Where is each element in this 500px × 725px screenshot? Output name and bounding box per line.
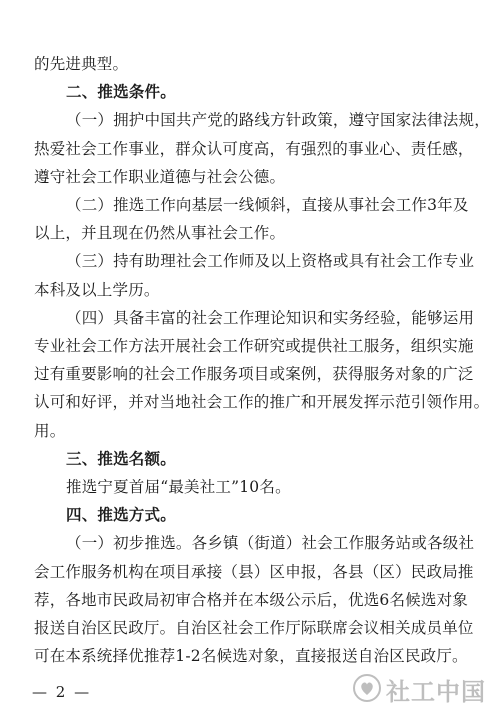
paragraph-line: 荐，各地市民政局初审合格并在本级公示后，优选6名候选对象 bbox=[34, 590, 468, 609]
paragraph-line: 本科及以上学历。 bbox=[34, 280, 160, 299]
paragraph-line: 遵守社会工作职业道德与社会公德。 bbox=[34, 167, 286, 186]
watermark-text: 社工中国 bbox=[386, 678, 486, 706]
paragraph-line: （三）持有助理社会工作师及以上资格或具有社会工作专业 bbox=[66, 252, 475, 271]
page-number: — 2 — bbox=[32, 683, 92, 701]
section-heading: 四、推选方式。 bbox=[66, 506, 176, 525]
paragraph-line: 热爱社会工作事业，群众认可度高，有强烈的事业心、责任感， bbox=[34, 139, 474, 158]
paragraph-line: 认可和好评，并对当地社会工作的推广和开展发挥示范引领作用。 bbox=[34, 393, 490, 412]
heart-hands-logo-icon bbox=[352, 673, 382, 707]
paragraph-line: （一）初步推选。各乡镇（街道）社会工作服务站或各级社 bbox=[66, 534, 475, 553]
paragraph-line: （一）拥护中国共产党的路线方针政策，遵守国家法律法规， bbox=[66, 111, 490, 130]
paragraph-line: （四）具备丰富的社会工作理论知识和实务经验，能够运用 bbox=[66, 308, 475, 327]
paragraph-line: 专业社会工作方法开展社会工作研究或提供社工服务，组织实施 bbox=[34, 337, 474, 355]
paragraph-line: 可在本系统择优推荐1-2名候选对象，直接报送自治区民政厅。 bbox=[34, 647, 468, 666]
paragraph-line: （二）推选工作向基层一线倾斜，直接从事社会工作3年及 bbox=[66, 196, 469, 214]
watermark bbox=[352, 672, 486, 707]
paragraph-line: 会工作服务机构在项目承接（县）区申报，各县（区）民政局推 bbox=[34, 562, 474, 581]
section-heading: 二、推选条件。 bbox=[66, 83, 176, 102]
section-heading: 三、推选名额。 bbox=[66, 449, 176, 468]
paragraph-line: 过有重要影响的社会工作服务项目或案例，获得服务对象的广泛 bbox=[34, 365, 474, 384]
paragraph-line: 以上，并且现在仍然从事社会工作。 bbox=[34, 224, 286, 243]
paragraph-line: 报送自治区民政厅。自治区社会工作厅际联席会议相关成员单位 bbox=[34, 619, 474, 637]
paragraph-line: 用。 bbox=[34, 421, 66, 440]
paragraph-line: 的先进典型。 bbox=[34, 55, 129, 73]
paragraph-line: 推选宁夏首届“最美社工”10名。 bbox=[66, 478, 291, 496]
